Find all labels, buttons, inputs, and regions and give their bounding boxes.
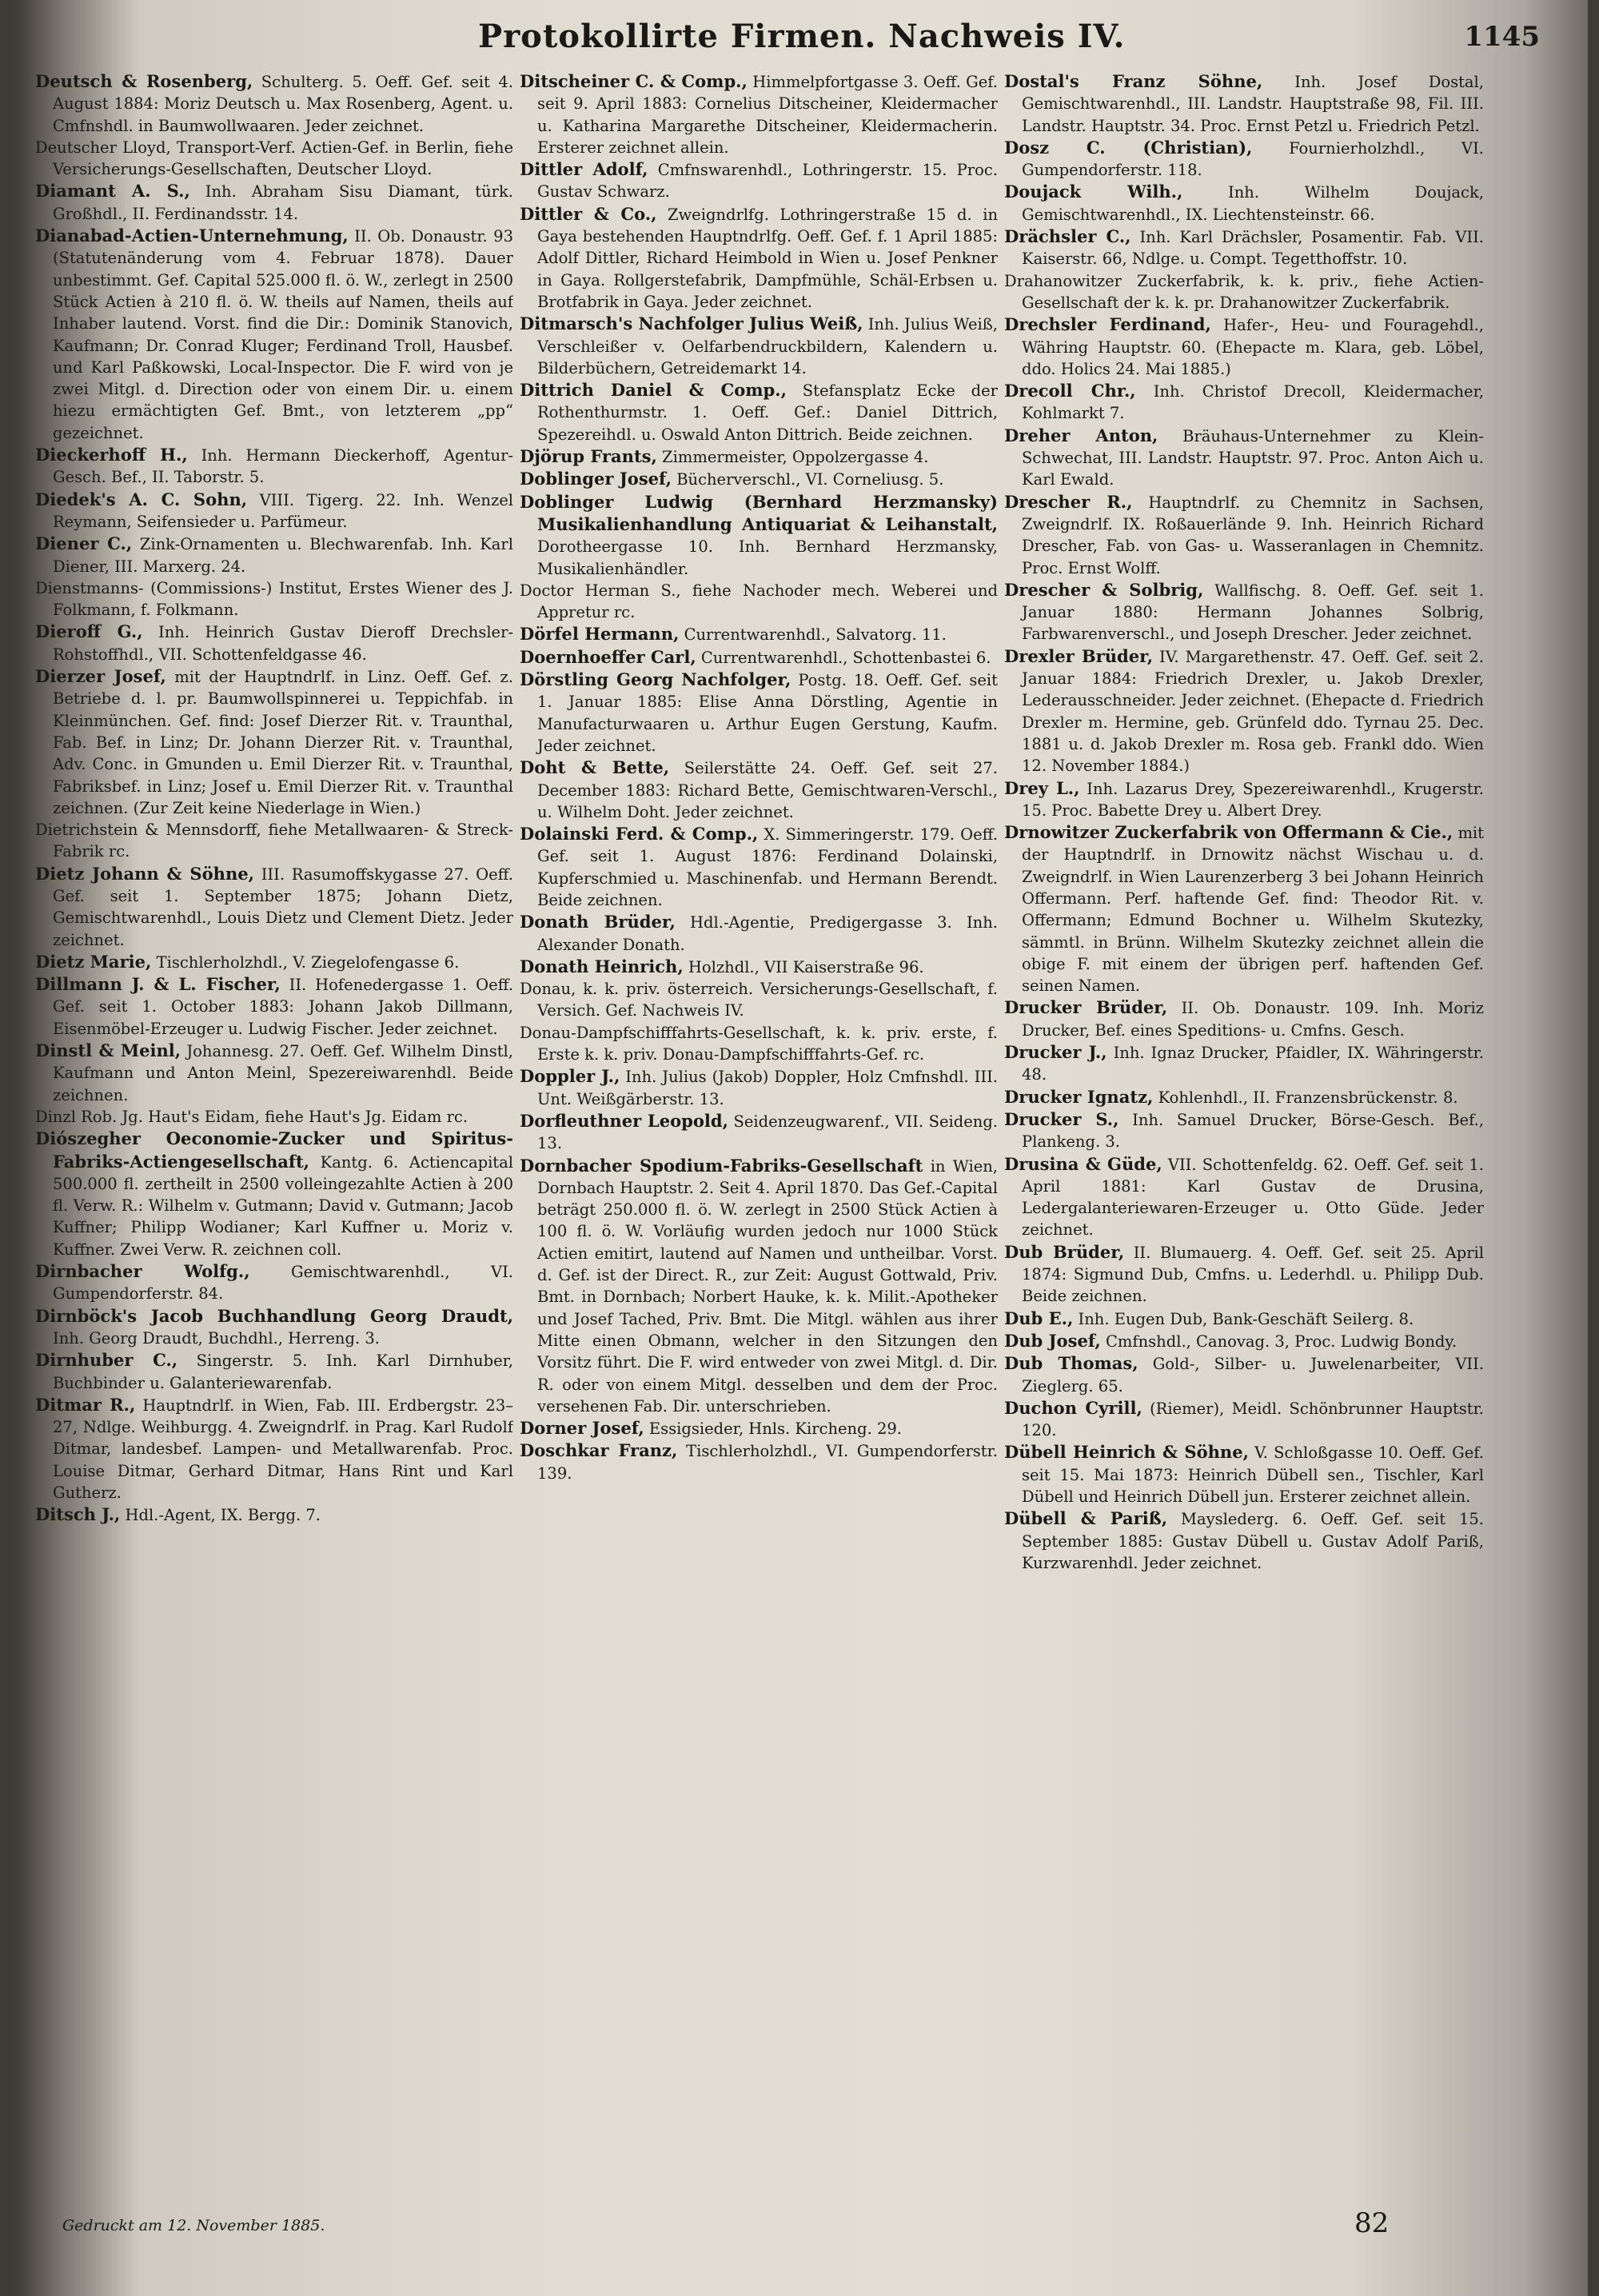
firm-name: Ditsch J.,: [35, 1504, 121, 1525]
firm-name: Dub Josef,: [1004, 1330, 1101, 1351]
directory-entry: [35, 951, 513, 973]
column-middle: [520, 70, 998, 2166]
directory-entry: [1004, 1507, 1484, 1574]
firm-details: Inh. Lazarus Drey, Spezereiwarenhdl., Krugerstr. 15. Proc. Babette Drey u. Albert Drey.: [1022, 779, 1484, 820]
firm-name: Dostal's Franz Söhne,: [1004, 71, 1263, 91]
directory-entry: [520, 445, 998, 468]
directory-entry: [35, 70, 513, 137]
directory-entry: [520, 203, 998, 313]
directory-entry: [520, 978, 998, 1022]
firm-details: Gold-, Silber- u. Juwelenarbeiter, VII. Zieglerg. 65.: [1022, 1355, 1484, 1396]
firm-details: Zweigndrlfg. Lothringerstraße 15 d. in Gaya bestehenden Hauptndrlfg. Oeff. Gef. f. 1 April 1885: Adolf Dittler, Richard Heimbold in Wien u. Josef Penkner in Gaya. Rollgerstefabrik, Dampfmühle, Schäl-Erbsen u. Brotfabrik in Gaya. Jeder zeichnet.: [537, 205, 998, 311]
firm-details: V. Schloßgasse 10. Oeff. Gef. seit 15. Mai 1873: Heinrich Dübell sen., Tischler, Karl Dübell und Heinrich Dübell jun. Ersterer zeichnet allein.: [1022, 1443, 1484, 1506]
firm-name: Drey L.,: [1004, 777, 1080, 798]
firm-name: Ditscheiner C. & Comp.,: [520, 71, 748, 91]
firm-name: Doujack Wilh.,: [1004, 182, 1183, 202]
firm-details: Cmfnswarenhdl., Lothringerstr. 15. Proc. Gustav Schwarz.: [537, 161, 998, 202]
directory-entry: [35, 225, 513, 444]
firm-name: Dub E.,: [1004, 1308, 1074, 1328]
firm-details: Dorotheergasse 10. Inh. Bernhard Herzmansky, Musikalienhändler.: [537, 537, 998, 578]
firm-details: II. Ob. Donaustr. 93 (Statutenänderung vom 4. Februar 1878). Dauer unbestimmt. Gef. Capital 525.000 fl. ö. W., zerlegt in 2500 Stück Actien à 210 fl. ö. W. theils auf Namen, theils auf Inhaber lautend. Vorst. find die Dir.: Dominik Stanovich, Kaufmann; Dr. Conrad Kluger; Ferdinand Troll, Hausbef. und Karl Paßkowski, Local-Inspector. Die F. wird von je zwei Mitgl. d. Direction oder von einem Dir. u. einem hiezu ermächtigten Gef. Bmt., von letzterem „pp“ gezeichnet.: [53, 227, 513, 442]
directory-entry: [1004, 1308, 1484, 1330]
firm-name: Drescher R.,: [1004, 491, 1133, 512]
firm-details: Tischlerholzhdl., V. Ziegelofengasse 6.: [156, 952, 460, 972]
directory-entry: [1004, 821, 1484, 996]
firm-name: Dorfleuthner Leopold,: [520, 1110, 728, 1131]
firm-details: II. Ob. Donaustr. 109. Inh. Moriz Drucker, Bef. eines Speditions- u. Cmfns. Gesch.: [1022, 999, 1484, 1040]
firm-name: Ditmarsch's Nachfolger Julius Weiß,: [520, 313, 863, 334]
firm-details: X. Simmeringerstr. 179. Oeff. Gef. seit 1. August 1876: Ferdinand Dolainski, Kupferschmied u. Maschinenfab. und Hermann Berendt. Beide zeichnen.: [537, 825, 998, 909]
firm-details: II. Blumauerg. 4. Oeff. Gef. seit 25. April 1874: Sigmund Dub, Cmfns. u. Lederhdl. u. Philipp Dub. Beide zeichnen.: [1022, 1243, 1484, 1306]
firm-name: Dub Brüder,: [1004, 1241, 1125, 1262]
firm-name: Dietz Marie,: [35, 951, 152, 972]
firm-details: Donau-Dampfschifffahrts-Gesellschaft, k. k. priv. erste, f. Erste k. k. priv. Donau-Dampfschifffahrts-Gef. rc.: [520, 1023, 998, 1064]
directory-entry: [520, 646, 998, 669]
firm-details: Inh. Karl Drächsler, Posamentir. Fab. VII. Kaiserstr. 66, Ndlge. u. Compt. Tegetthoffstr. 10.: [1022, 228, 1484, 269]
firm-name: Duchon Cyrill,: [1004, 1397, 1142, 1418]
firm-details: Currentwarenhdl., Schottenbastei 6.: [700, 648, 991, 667]
firm-name: Doblinger Ludwig (Bernhard Herzmansky) Musikalienhandlung Antiquariat & Leihanstalt,: [520, 491, 998, 534]
directory-entry: [35, 1106, 513, 1128]
firm-details: Stefansplatz Ecke der Rothenthurmstr. 1. Oeff. Gef.: Daniel Dittrich, Spezereihdl. u. Oswald Anton Dittrich. Beide zeichnen.: [537, 381, 998, 444]
firm-name: Dinstl & Meinl,: [35, 1040, 181, 1061]
firm-name: Dreher Anton,: [1004, 425, 1158, 445]
firm-details: Inh. Julius Weiß, Verschleißer v. Oelfarbendruckbildern, Kalendern u. Bilderbüchern, Getreidemarkt 14.: [537, 315, 998, 377]
firm-details: Dietrichstein & Mennsdorff, fiehe Metallwaaren- & Streck-Fabrik rc.: [35, 821, 513, 861]
directory-entry: [35, 863, 513, 951]
directory-entry: [1004, 1153, 1484, 1241]
firm-name: Dittler Adolf,: [520, 159, 648, 180]
firm-name: Drucker J.,: [1004, 1042, 1107, 1063]
firm-name: Diedek's A. C. Sohn,: [35, 489, 248, 509]
directory-entry: [35, 973, 513, 1040]
firm-details: Currentwarenhdl., Salvatorg. 11.: [684, 625, 947, 645]
directory-entry: [520, 491, 998, 580]
firm-details: (Riemer), Meidl. Schönbrunner Hauptstr. 120.: [1022, 1399, 1484, 1440]
firm-name: Dorner Josef,: [520, 1418, 644, 1439]
firm-details: II. Hofenedergasse 1. Oeff. Gef. seit 1. October 1883: Johann Jakob Dillmann, Eisenmöbel-Erzeuger u. Ludwig Fischer. Jeder zeichnet.: [53, 976, 513, 1038]
firm-name: Drechsler Ferdinand,: [1004, 314, 1211, 335]
print-date: Gedruckt am 12. November 1885.: [62, 2217, 325, 2234]
firm-details: Zink-Ornamenten u. Blechwarenfab. Inh. Karl Diener, III. Marxerg. 24.: [53, 535, 513, 576]
firm-details: Inh. Heinrich Gustav Dieroff Drechsler-Rohstoffhdl., VII. Schottenfeldgasse 46.: [53, 623, 513, 664]
firm-details: Himmelpfortgasse 3. Oeff. Gef. seit 9. April 1883: Cornelius Ditscheiner, Kleidermacher u. Katharina Margarethe Ditscheiner, Kleidermacherin. Ersterer zeichnet allein.: [537, 73, 998, 157]
directory-entry: [35, 489, 513, 533]
firm-details: Fournierholzhdl., VI. Gumpendorferstr. 118.: [1022, 138, 1484, 180]
directory-entry: [520, 911, 998, 956]
firm-name: Donath Heinrich,: [520, 956, 684, 976]
firm-details: mit der Hauptndrlf. in Linz. Oeff. Gef. z. Betriebe d. l. pr. Baumwollspinnerei u. Teppichfab. in Kleinmünchen. Gef. find: Josef Dierzer Rit. v. Traunthal, Fab. Bef. in Linz; Dr. Johann Dierzer Rit. v. Traunthal, Adv. Conc. in Gmunden u. Emil Dierzer Rit. v. Traunthal, Fabriksbef. in Linz; Josef u. Emil Dierzer Rit. v. Traunthal zeichnen. (Zur Zeit keine Niederlage in Wien.): [53, 668, 513, 817]
page-number: 1145: [1464, 21, 1540, 53]
firm-details: in Wien, Dornbach Hauptstr. 2. Seit 4. April 1870. Das Gef.-Capital beträgt 250.000 fl. ö. W. zerlegt in 2500 Stück Actien à 100 fl. ö. W. Vorläufig wurden jedoch nur 1000 Stück Actien emitirt, lautend auf Namen und untheilbar. Vorst. d. Gef. ist der Direct. R., zur Zeit: August Gottwald, Priv. Bmt. in Dornbach; Norbert Hauke, k. k. Milit.-Apotheker und Josef Tached, Priv. Bmt. Die Mitgl. wählen aus ihrer Mitte einen Obmann, welcher in den Sitzungen den Vorsitz führt. Die F. wird entweder von zwei Mitgl. d. Dir. R. oder von einem Mitgl. desselben und dem der Proc. versehenen Fab. Dir. unterschrieben.: [537, 1156, 998, 1416]
firm-details: Drahanowitzer Zuckerfabrik, k. k. priv., fiehe Actien-Gesellschaft der k. k. pr. Drahanowitzer Zuckerfabrik.: [1004, 271, 1484, 312]
directory-entry: [1004, 1441, 1484, 1507]
firm-name: Doblinger Josef,: [520, 469, 672, 489]
directory-entry: [520, 468, 998, 490]
directory-entry: [35, 533, 513, 577]
firm-name: Drucker Ignatz,: [1004, 1086, 1154, 1107]
directory-entry: [1004, 313, 1484, 380]
firm-name: Drnowitzer Zuckerfabrik von Offermann & Cie.,: [1004, 822, 1453, 843]
firm-details: Doctor Herman S., fiehe Nachoder mech. Weberei und Appretur rc.: [520, 581, 998, 622]
firm-details: Holzhdl., VII Kaiserstraße 96.: [688, 957, 924, 976]
firm-details: Postg. 18. Oeff. Gef. seit 1. Januar 1885: Elise Anna Dörstling, Agentie in Manufacturwaaren u. Arthur Eugen Gerstung, Kaufm. Jeder zeichnet.: [537, 671, 998, 755]
firm-name: Dierzer Josef,: [35, 666, 166, 687]
firm-details: Schulterg. 5. Oeff. Gef. seit 4. August 1884: Moriz Deutsch u. Max Rosenberg, Agent. u. Cmfnshdl. in Baumwollwaaren. Jeder zeichnet.: [53, 73, 513, 135]
directory-entry: [1004, 645, 1484, 777]
directory-page: [14, 0, 1588, 2296]
directory-entry: [35, 1394, 513, 1503]
firm-name: Dittrich Daniel & Comp.,: [520, 380, 787, 401]
directory-entry: [35, 137, 513, 181]
firm-details: Inh. Hermann Dieckerhoff, Agentur-Gesch. Bef., II. Taborstr. 5.: [53, 446, 513, 487]
directory-entry: [520, 669, 998, 757]
firm-details: Inh. Ignaz Drucker, Pfaidler, IX. Währingerstr. 48.: [1022, 1044, 1484, 1084]
firm-name: Doppler J.,: [520, 1066, 620, 1087]
firm-details: Inh. Samuel Drucker, Börse-Gesch. Bef., Plankeng. 3.: [1022, 1110, 1484, 1152]
directory-entry: [1004, 425, 1484, 491]
firm-name: Dieckerhoff H.,: [35, 445, 188, 465]
firm-name: Djörup Frants,: [520, 446, 657, 467]
directory-entry: [1004, 1241, 1484, 1308]
firm-name: Deutsch & Rosenberg,: [35, 71, 253, 91]
firm-details: Bücherverschl., VI. Corneliusg. 5.: [676, 470, 944, 489]
directory-entry: [1004, 1397, 1484, 1442]
firm-name: Dolainski Ferd. & Comp.,: [520, 824, 759, 845]
column-right: [1004, 70, 1484, 2166]
firm-details: VIII. Tigerg. 22. Inh. Wenzel Reymann, Seifensieder u. Parfümeur.: [53, 490, 513, 531]
directory-entry: [1004, 996, 1484, 1041]
firm-details: Essigsieder, Hnls. Kircheng. 29.: [648, 1420, 903, 1439]
firm-name: Drusina & Güde,: [1004, 1153, 1162, 1174]
firm-details: Hafer-, Heu- und Fouragehdl., Währing Hauptstr. 60. (Ehepacte m. Klara, geb. Löbel, ddo. Holics 24. Mai 1885.): [1022, 316, 1484, 378]
firm-details: Inh. Eugen Dub, Bank-Geschäft Seilerg. 8.: [1078, 1309, 1414, 1328]
directory-entry: [1004, 777, 1484, 822]
firm-name: Doht & Bette,: [520, 757, 670, 778]
firm-details: Gemischtwarenhdl., VI. Gumpendorferstr. 84.: [53, 1263, 513, 1304]
firm-name: Doschkar Franz,: [520, 1440, 678, 1461]
directory-entry: [1004, 270, 1484, 314]
firm-name: Dörstling Georg Nachfolger,: [520, 669, 792, 690]
firm-name: Donath Brüder,: [520, 912, 676, 932]
firm-name: Dub Thomas,: [1004, 1353, 1138, 1374]
firm-details: IV. Margarethenstr. 47. Oeff. Gef. seit 2. Januar 1884: Friedrich Drexler, u. Jakob Drexler, Lederausschneider. Jeder zeichnet. (Ehepacte d. Friedrich Drexler m. Hermine, geb. Grünfeld ddo. Tyrnau 25. Dec. 1881 u. d. Jakob Drexler m. Rosa geb. Frankl ddo. Wien 12. November 1884.): [1022, 647, 1484, 776]
firm-details: Inh. Julius (Jakob) Doppler, Holz Cmfnshdl. III. Unt. Weißgärberstr. 13.: [537, 1068, 998, 1108]
page-header: [14, 18, 1588, 62]
firm-details: Singerstr. 5. Inh. Karl Dirnhuber, Buchbinder u. Galanteriewarenfab.: [53, 1352, 513, 1392]
firm-details: VII. Schottenfeldg. 62. Oeff. Gef. seit 1. April 1881: Karl Gustav de Drusina, Ledergalanteriewaren-Erzeuger u. Otto Güde. Jeder zeichnet.: [1022, 1155, 1484, 1240]
firm-name: Dieroff G.,: [35, 621, 143, 642]
directory-entry: [520, 1022, 998, 1066]
firm-details: Donau, k. k. priv. österreich. Versicherungs-Gesellschaft, f. Versich. Gef. Nachweis IV.: [520, 980, 998, 1020]
directory-entry: [520, 1110, 998, 1155]
firm-name: Dörfel Hermann,: [520, 624, 680, 645]
directory-entry: [520, 379, 998, 445]
directory-entry: [520, 580, 998, 624]
directory-entry: [520, 70, 998, 158]
firm-name: Drächsler C.,: [1004, 226, 1131, 247]
directory-entry: [35, 180, 513, 225]
directory-entry: [35, 1305, 513, 1350]
directory-entry: [1004, 579, 1484, 645]
firm-details: Inh. Wilhelm Doujack, Gemischtwarenhdl., IX. Liechtensteinstr. 66.: [1022, 183, 1484, 224]
directory-entry: [1004, 70, 1484, 137]
firm-name: Dietz Johann & Söhne,: [35, 863, 254, 884]
firm-details: Seidenzeugwarenf., VII. Seideng. 13.: [537, 1112, 998, 1153]
firm-name: Dillmann J. & L. Fischer,: [35, 974, 281, 995]
firm-details: Inh. Christof Drecoll, Kleidermacher, Kohlmarkt 7.: [1022, 382, 1484, 423]
firm-details: Seilerstätte 24. Oeff. Gef. seit 27. December 1883: Richard Bette, Gemischtwaren-Verschl., u. Wilhelm Doht. Jeder zeichnet.: [537, 759, 998, 821]
firm-name: Diószegher Oeconomie-Zucker und Spiritus-Fabriks-Actiengesellschaft,: [35, 1128, 513, 1172]
firm-details: Kohlenhdl., II. Franzensbrückenstr. 8.: [1158, 1088, 1458, 1107]
firm-details: Zimmermeister, Oppolzergasse 4.: [662, 448, 929, 467]
firm-name: Ditmar R.,: [35, 1394, 136, 1415]
firm-name: Diener C.,: [35, 533, 133, 554]
directory-entry: [35, 1503, 513, 1526]
directory-entry: [520, 623, 998, 645]
firm-name: Drecoll Chr.,: [1004, 381, 1136, 401]
directory-entry: [35, 1128, 513, 1260]
firm-details: Dienstmanns- (Commissions-) Institut, Erstes Wiener des J. Folkmann, f. Folkmann.: [35, 578, 513, 620]
firm-details: Wallfischg. 8. Oeff. Gef. seit 1. Januar 1880: Hermann Johannes Solbrig, Farbwarenverschl., und Joseph Drescher. Jeder zeichnet.: [1022, 581, 1484, 644]
firm-details: Cmfnshdl., Canovag. 3, Proc. Ludwig Bondy.: [1105, 1332, 1457, 1351]
firm-details: Hauptndrlf. zu Chemnitz in Sachsen, Zweigndrlf. IX. Roßauerlände 9. Inh. Heinrich Richard Drescher, Fab. von Gas- u. Wasseranlagen in Chemnitz. Proc. Ernst Wolff.: [1022, 493, 1484, 577]
directory-entry: [520, 956, 998, 978]
directory-entry: [520, 1065, 998, 1110]
firm-details: Dinzl Rob. Jg. Haut's Eidam, fiehe Haut's Jg. Eidam rc.: [35, 1107, 469, 1126]
firm-details: Tischlerholzhdl., VI. Gumpendorferstr. 139.: [537, 1442, 998, 1483]
directory-entry: [520, 1417, 998, 1439]
firm-name: Dianabad-Actien-Unternehmung,: [35, 226, 349, 246]
firm-details: Kantg. 6. Actiencapital 500.000 fl. zertheilt in 2500 volleingezahlte Actien à 200 fl. Verw. R.: Wilhelm v. Gutmann; David v. Gutmann; Jacob Kuffner; Philipp Wodianer; Karl Kuffner u. Moriz v. Kuffner. Zwei Verw. R. zeichnen coll.: [53, 1152, 513, 1259]
firm-name: Dirnböck's Jacob Buchhandlung Georg Draudt,: [35, 1305, 513, 1326]
firm-name: Dirnhuber C.,: [35, 1350, 178, 1371]
firm-name: Dirnbacher Wolfg.,: [35, 1261, 250, 1282]
firm-name: Dittler & Co.,: [520, 203, 657, 224]
firm-details: Johannesg. 27. Oeff. Gef. Wilhelm Dinstl, Kaufmann und Anton Meinl, Spezereiwarenhdl. Beide zeichnen.: [53, 1042, 513, 1104]
directory-entry: [35, 444, 513, 489]
firm-name: Doernhoeffer Carl,: [520, 646, 696, 667]
directory-entry: [520, 313, 998, 379]
firm-name: Dübell & Pariß,: [1004, 1508, 1168, 1529]
directory-entry: [1004, 1086, 1484, 1108]
firm-details: Inh. Josef Dostal, Gemischtwarenhdl., III. Landstr. Hauptstraße 98, Fil. III. Landstr. Hauptstr. 34. Proc. Ernst Petzl u. Friedrich Petzl.: [1022, 73, 1484, 135]
firm-details: Inh. Georg Draudt, Buchdhl., Herreng. 3.: [53, 1328, 380, 1348]
directory-entry: [35, 621, 513, 665]
directory-entry: [35, 1040, 513, 1106]
directory-entry: [35, 1260, 513, 1305]
directory-entry: [35, 577, 513, 621]
firm-details: Inh. Abraham Sisu Diamant, türk. Großhdl., II. Ferdinandsstr. 14.: [53, 182, 513, 223]
directory-entry: [35, 665, 513, 819]
directory-entry: [1004, 491, 1484, 579]
firm-name: Dosz C. (Christian),: [1004, 137, 1253, 158]
running-title: Protokollirte Firmen. Nachweis IV.: [478, 18, 1126, 55]
page-footer: [14, 2207, 1588, 2255]
firm-name: Drucker S.,: [1004, 1108, 1119, 1129]
column-left: [35, 70, 513, 2166]
directory-entry: [1004, 1352, 1484, 1397]
firm-details: Hauptndrlf. in Wien, Fab. III. Erdbergstr. 23–27, Ndlge. Weihburgg. 4. Zweigndrlf. in Prag. Karl Rudolf Ditmar, landesbef. Lampen- und Metallwarenfab. Proc. Louise Ditmar, Gerhard Ditmar, Hans Rint und Karl Gutherz.: [53, 1396, 513, 1502]
firm-details: Deutscher Lloyd, Transport-Verf. Actien-Gef. in Berlin, fiehe Versicherungs-Gesellschaften, Deutscher Lloyd.: [35, 138, 513, 179]
directory-entry: [35, 1349, 513, 1394]
directory-entry: [1004, 1330, 1484, 1352]
directory-entry: [520, 757, 998, 823]
firm-name: Dübell Heinrich & Söhne,: [1004, 1442, 1249, 1463]
firm-details: Bräuhaus-Unternehmer zu Klein-Schwechat, III. Landstr. Hauptstr. 97. Proc. Anton Aich u. Karl Ewald.: [1022, 426, 1484, 489]
directory-entry: [520, 1439, 998, 1484]
directory-entry: [1004, 137, 1484, 182]
firm-name: Diamant A. S.,: [35, 181, 190, 202]
firm-details: mit der Hauptndrlf. in Drnowitz nächst Wischau u. d. Zweigndrlf. in Wien Laurenzerberg 3 bei Johann Heinrich Offermann. Perf. haftende Gef. find: Theodor Rit. v. Offermann; Edmund Bochner u. Wilhelm Skutezky, sämmtl. in Brünn. Wilhelm Skutezky zeichnet allein die obige F. mit einem der übrigen perf. haftenden Gef. seinen Namen.: [1022, 824, 1484, 996]
directory-entry: [1004, 181, 1484, 226]
firm-details: Mayslederg. 6. Oeff. Gef. seit 15. September 1885: Gustav Dübell u. Gustav Adolf Pariß, Kurzwarenhdl. Jeder zeichnet.: [1022, 1510, 1484, 1572]
directory-entry: [1004, 1041, 1484, 1086]
firm-name: Drescher & Solbrig,: [1004, 579, 1204, 600]
directory-entry: [1004, 1108, 1484, 1153]
directory-entry: [35, 819, 513, 863]
firm-name: Drucker Brüder,: [1004, 997, 1168, 1018]
firm-details: Hdl.-Agentie, Predigergasse 3. Inh. Alexander Donath.: [537, 913, 998, 954]
directory-entry: [520, 823, 998, 911]
firm-details: Hdl.-Agent, IX. Bergg. 7.: [125, 1506, 321, 1525]
firm-name: Drexler Brüder,: [1004, 645, 1154, 666]
directory-entry: [1004, 226, 1484, 270]
directory-entry: [1004, 380, 1484, 425]
sheet-signature: 82: [1354, 2207, 1390, 2239]
directory-entry: [520, 158, 998, 203]
firm-details: III. Rasumoffskygasse 27. Oeff. Gef. seit 1. September 1875; Johann Dietz, Gemischtwarenhdl., Louis Dietz und Clement Dietz. Jeder zeichnet.: [53, 864, 513, 949]
firm-name: Dornbacher Spodium-Fabriks-Gesellschaft: [520, 1155, 923, 1176]
directory-entry: [520, 1155, 998, 1418]
